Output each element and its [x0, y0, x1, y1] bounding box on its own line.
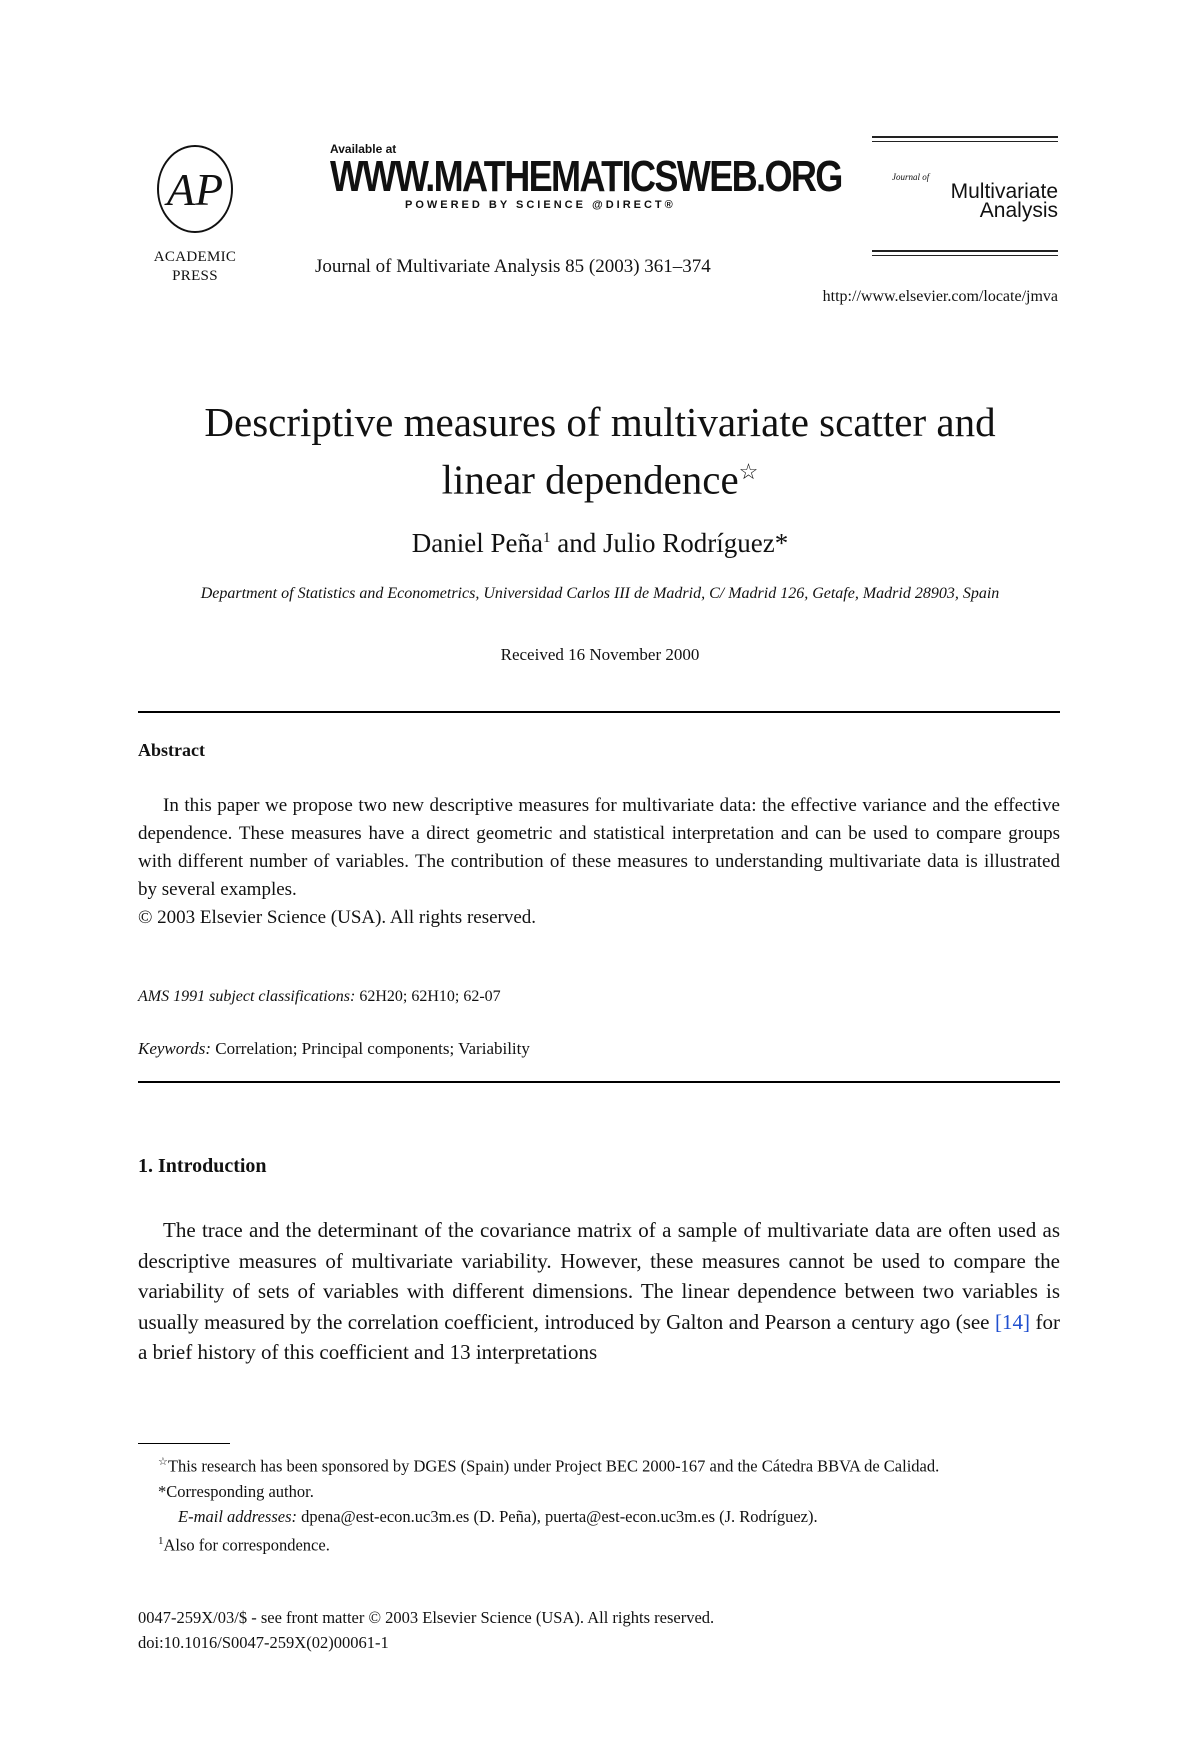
- author-name: Daniel Peña: [411, 528, 543, 558]
- publisher-name-line2: PRESS: [172, 268, 218, 284]
- journal-logo-bottom-rule-thin: [872, 255, 1058, 256]
- journal-logo-bottom-rule: [872, 250, 1058, 252]
- article-title-line1: Descriptive measures of multivariate scatter and: [204, 399, 996, 445]
- footnote-funding: [138, 1450, 1060, 1479]
- footnote-rule: [138, 1443, 230, 1444]
- journal-logo-name-line2: Analysis: [979, 199, 1058, 222]
- keywords: [138, 1039, 530, 1059]
- intro-text-part2: for a brief history of this coefficient and 13 interpretations: [138, 1309, 1060, 1364]
- mathematicsweb-banner: [330, 142, 842, 211]
- article-title-line2: linear dependence: [441, 456, 739, 503]
- journal-logo-of: Journal of: [892, 172, 930, 182]
- issn-line: 0047-259X/03/$ - see front matter © 2003 Elsevier Science (USA). All rights reserved.: [138, 1608, 715, 1627]
- footnotes: [138, 1450, 1060, 1557]
- footnote-one-mark: 1: [158, 1534, 164, 1547]
- journal-logo-top-rule: [872, 136, 1058, 138]
- footnote-correspondence: [138, 1529, 1060, 1558]
- journal-logo: [872, 136, 1058, 256]
- email-addresses[interactable]: dpena@est-econ.uc3m.es (D. Peña), puerta@est-econ.uc3m.es (J. Rodríguez).: [297, 1506, 818, 1526]
- intro-text-part1: The trace and the determinant of the covariance matrix of a sample of multivariate data are often used as descriptive measures of multivariate variability. However, these measures cannot be used to compare the variability of sets of variables with different dimensions. The linear dependence between two variables is usually measured by the correlation coefficient, introduced by Galton and Pearson a century ago (see: [138, 1218, 1060, 1334]
- author-joiner: and: [550, 528, 603, 558]
- author-name: Julio Rodríguez*: [602, 528, 789, 558]
- author-list: [120, 528, 1080, 559]
- footnote-funding-text: This research has been sponsored by DGES (Spain) under Project BEC 2000-167 and the Cátedra BBVA de Calidad.: [167, 1456, 940, 1476]
- email-label: E-mail addresses:: [178, 1506, 297, 1526]
- footnote-corresponding: *Corresponding author.: [158, 1481, 314, 1501]
- abstract-top-rule: [138, 711, 1060, 713]
- section-heading: 1. Introduction: [138, 1155, 267, 1177]
- footnote-emails: [138, 1504, 1060, 1529]
- academic-press-logo: [140, 143, 250, 286]
- journal-logo-name-line1: Multivariate: [950, 180, 1058, 203]
- author-affiliation: Department of Statistics and Econometrics, Universidad Carlos III de Madrid, C/ Madrid 126, Getafe, Madrid 28903, Spain: [200, 585, 1000, 602]
- doi-line[interactable]: doi:10.1016/S0047-259X(02)00061-1: [138, 1633, 389, 1652]
- author-footnote-mark[interactable]: 1: [542, 530, 551, 546]
- journal-logo-top-rule-thin: [872, 141, 1058, 142]
- abstract-paragraph: In this paper we propose two new descriptive measures for multivariate data: the effective variance and the effective dependence. These measures have a direct geometric and statistical interpretation and can be used to compare groups with different number of variables. The contribution of these measures to understanding multivariate data is illustrated by several examples.: [138, 795, 1060, 900]
- journal-url-link[interactable]: http://www.elsevier.com/locate/jmva: [822, 288, 1058, 305]
- citation-link[interactable]: [14]: [995, 1309, 1031, 1334]
- ams-classification: [138, 988, 501, 1006]
- abstract-heading: Abstract: [138, 740, 205, 760]
- powered-by-sciencedirect: POWERED BY SCIENCE @DIRECT®: [405, 199, 676, 211]
- publisher-logo-letters: AP: [166, 164, 224, 215]
- ams-label: AMS 1991 subject classifications:: [138, 988, 356, 1005]
- abstract-copyright: © 2003 Elsevier Science (USA). All rights reserved.: [138, 907, 537, 928]
- keywords-list: Correlation; Principal components; Variability: [211, 1039, 530, 1058]
- abstract-body: [138, 792, 1060, 932]
- available-at-label: Available at: [330, 142, 397, 156]
- abstract-bottom-rule: [138, 1081, 1060, 1083]
- bottom-metadata: [138, 1605, 714, 1655]
- footnote-correspondence-text: Also for correspondence.: [163, 1535, 330, 1554]
- introduction-paragraph: [138, 1215, 1060, 1368]
- received-date: Received 16 November 2000: [500, 645, 700, 664]
- article-title: [120, 397, 1080, 505]
- ams-codes: 62H20; 62H10; 62-07: [355, 988, 501, 1005]
- keywords-label: Keywords:: [138, 1039, 212, 1058]
- academic-press-logo-icon: [153, 143, 237, 243]
- title-footnote-star-icon[interactable]: ☆: [738, 459, 759, 484]
- mathematicsweb-site-name: WWW.MATHEMATICSWEB.ORG: [330, 152, 842, 201]
- journal-citation: Journal of Multivariate Analysis 85 (2003) 361–374: [315, 256, 711, 277]
- publisher-name-line1: ACADEMIC: [153, 249, 237, 265]
- footnote-star-icon: ☆: [158, 1456, 168, 1468]
